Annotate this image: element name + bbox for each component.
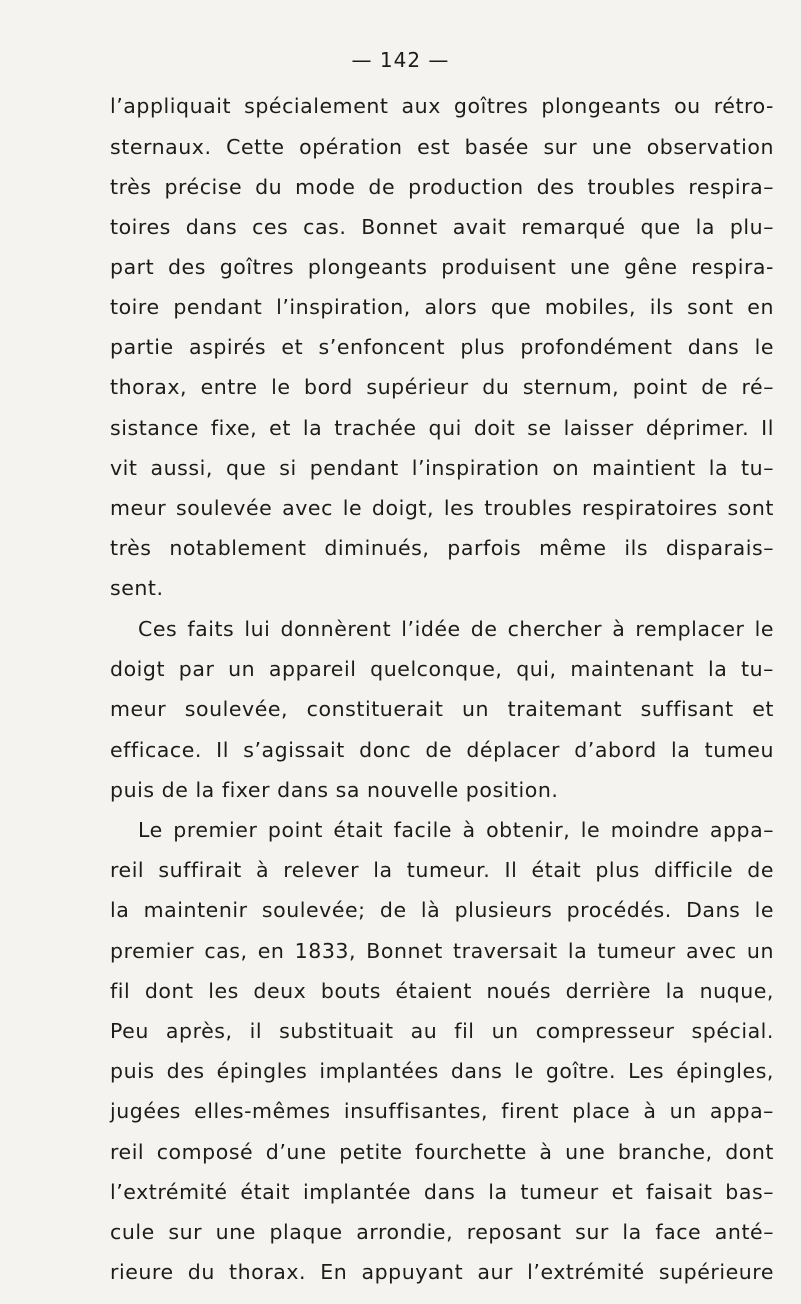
text-line: sistance fixe, et la trachée qui doit se laisser déprimer. Il	[110, 416, 774, 440]
text-line: sent.	[110, 576, 164, 600]
text-line: très précise du mode de production des troubles respira–	[110, 175, 774, 199]
text-line: puis des épingles implantées dans le goître. Les épingles,	[110, 1059, 774, 1083]
text-line: l’appliquait spécialement aux goîtres plongeants ou rétro-	[110, 94, 774, 118]
text-line: meur soulevée avec le doigt, les troubles respiratoires sont	[110, 496, 774, 520]
text-line: partie aspirés et s’enfoncent plus profondément dans le	[110, 335, 774, 359]
text-line: puis de la fixer dans sa nouvelle position.	[110, 778, 559, 802]
text-line: l’extrémité était implantée dans la tumeur et faisait bas–	[110, 1180, 774, 1204]
text-line: meur soulevée, constituerait un traitemant suffisant et	[110, 697, 774, 721]
text-line: cule sur une plaque arrondie, reposant sur la face anté–	[110, 1220, 774, 1244]
text-line: reil suffirait à relever la tumeur. Il était plus difficile de	[110, 858, 774, 882]
text-line: premier cas, en 1833, Bonnet traversait la tumeur avec un	[110, 939, 774, 963]
text-line: Peu après, il substituait au fil un compresseur spécial.	[110, 1019, 774, 1043]
paragraph-first-line: Le premier point était facile à obtenir, le moindre appa–	[138, 818, 774, 842]
text-line: la maintenir soulevée; de là plusieurs procédés. Dans le	[110, 898, 774, 922]
text-line: vit aussi, que si pendant l’inspiration on maintient la tu–	[110, 456, 774, 480]
text-line: très notablement diminués, parfois même ils disparais–	[110, 536, 774, 560]
text-line: jugées elles-mêmes insuffisantes, firent place à un appa–	[110, 1099, 774, 1123]
text-line: sternaux. Cette opération est basée sur une observation	[110, 135, 774, 159]
text-line: toire pendant l’inspiration, alors que mobiles, ils sont en	[110, 295, 774, 319]
text-line: toires dans ces cas. Bonnet avait remarqué que la plu–	[110, 215, 774, 239]
text-line: efficace. Il s’agissait donc de déplacer d’abord la tumeu	[110, 738, 774, 762]
page-bottom-lines	[110, 1262, 774, 1304]
text-line: doigt par un appareil quelconque, qui, maintenant la tu–	[110, 657, 774, 681]
text-line: fil dont les deux bouts étaient noués derrière la nuque,	[110, 979, 774, 1003]
paragraph-first-line: Ces faits lui donnèrent l’idée de chercher à remplacer le	[138, 617, 774, 641]
text-line: thorax, entre le bord supérieur du sternum, point de ré–	[110, 375, 774, 399]
text-line: reil composé d’une petite fourchette à une branche, dont	[110, 1140, 774, 1164]
text-line: part des goîtres plongeants produisent une gêne respira-	[110, 255, 774, 279]
page-number: — 142 —	[351, 48, 450, 72]
text-line: rieure du thorax. En appuyant aur l’extrémité supérieure	[110, 1260, 774, 1284]
